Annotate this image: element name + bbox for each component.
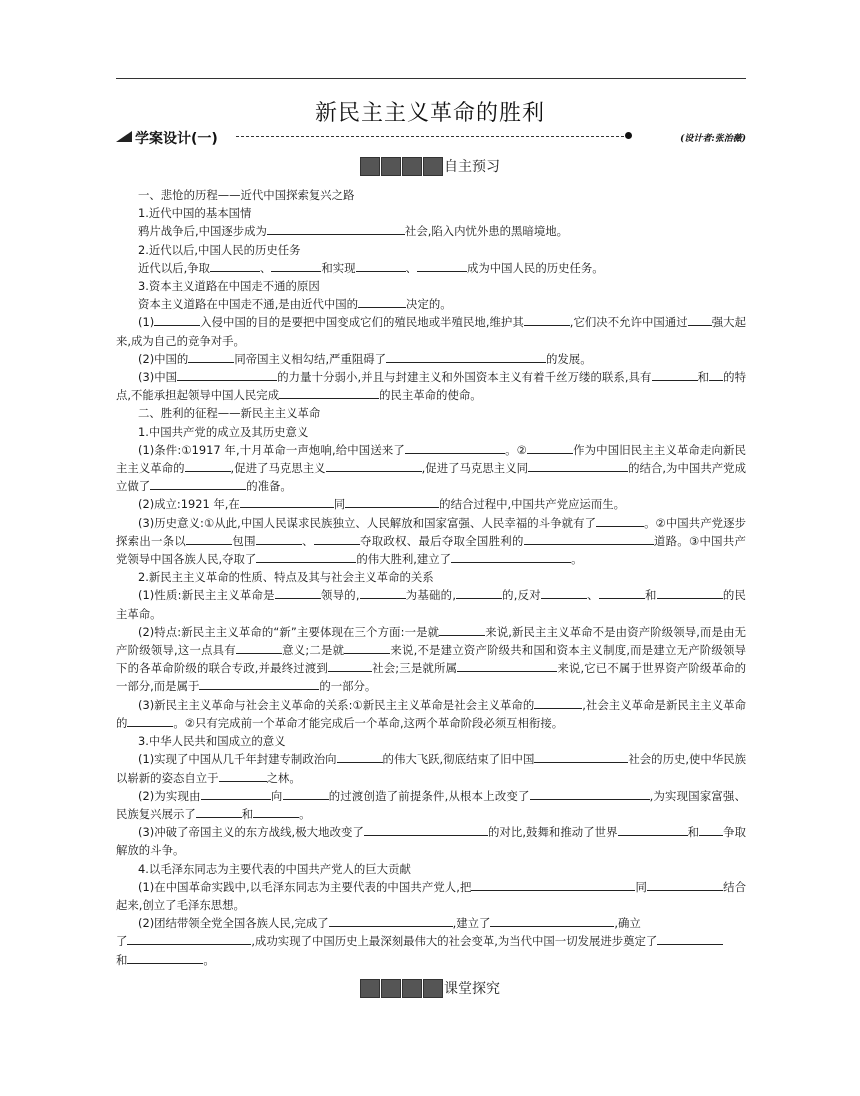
triangle-icon (116, 131, 132, 142)
subheading: 2.新民主主义革命的性质、特点及其与社会主义革命的关系 (138, 570, 434, 585)
paragraph: (1)在中国革命实践中,以毛泽东同志为主要代表的中国共产党人,把 同 结合起来,创立了毛泽东思想。 (116, 879, 746, 912)
blank-line[interactable] (201, 787, 271, 800)
blank-line[interactable] (386, 350, 546, 363)
blank-line[interactable] (185, 459, 231, 472)
paragraph: (2)为实现由 向 的过渡创造了前提条件,从根本上改变了 ,为实现国家富强、民族复兴展示了 和 。 (116, 788, 746, 821)
page-title: 新民主主义革命的胜利 (314, 101, 545, 126)
blank-line[interactable] (699, 823, 723, 836)
blank-line[interactable] (267, 222, 405, 235)
blank-line[interactable] (188, 350, 234, 363)
blank-line[interactable] (528, 459, 628, 472)
blank-line[interactable] (210, 259, 260, 272)
designer-credit: (设计者:张治薇) (680, 134, 746, 144)
blank-line[interactable] (236, 641, 282, 654)
dotted-line (236, 136, 624, 137)
blank-line[interactable] (329, 914, 453, 927)
blank-line[interactable] (530, 787, 650, 800)
blank-line[interactable] (314, 532, 360, 545)
blank-line[interactable] (524, 313, 570, 326)
blank-line[interactable] (256, 532, 302, 545)
blank-line[interactable] (471, 878, 635, 891)
blank-line[interactable] (534, 696, 582, 709)
subheading: 4.以毛泽东同志为主要代表的中国共产党人的巨大贡献 (138, 861, 411, 876)
blank-line[interactable] (127, 932, 251, 945)
blank-line[interactable] (596, 514, 644, 527)
section-label: 自主预习 (444, 158, 500, 175)
blank-line[interactable] (657, 586, 723, 599)
blank-line[interactable] (271, 259, 321, 272)
blank-line[interactable] (240, 495, 334, 508)
blank-line[interactable] (154, 313, 200, 326)
worksheet-body (116, 186, 746, 969)
blank-line[interactable] (196, 805, 242, 818)
blank-line[interactable] (356, 259, 406, 272)
blank-line[interactable] (541, 586, 587, 599)
heading-1: 一、悲怆的历程——近代中国探索复兴之路 (138, 188, 355, 202)
blank-line[interactable] (186, 532, 232, 545)
section-heading-preview (0, 155, 860, 175)
blank-line[interactable] (688, 313, 712, 326)
blank-line[interactable] (177, 368, 277, 381)
blank-line[interactable] (417, 259, 467, 272)
blank-line[interactable] (360, 586, 406, 599)
paragraph: 资本主义道路在中国走不通,是由近代中国的 决定的。 (138, 297, 452, 312)
paragraph: (3)历史意义:①从此,中国人民谋求民族独立、人民解放和国家富强、人民幸福的斗争就有了 。②中国共产党逐步探索出一条以 包围 、 夺取政权、最后夺取全国胜利的 道路。③中国共产党领导中国各族人民,夺取了 的伟大胜利,建立了 。 (116, 515, 746, 567)
blank-line[interactable] (647, 878, 723, 891)
blank-line[interactable] (490, 914, 614, 927)
blank-line[interactable] (150, 477, 246, 490)
paragraph: (1)性质:新民主主义革命是 领导的, 为基础的, 的,反对 、 和 的民主革命。 (116, 588, 746, 621)
blank-line[interactable] (199, 677, 319, 690)
section-label: 课堂探究 (444, 980, 500, 997)
blank-line[interactable] (127, 714, 173, 727)
subheading: 1.中国共产党的成立及其历史意义 (138, 424, 309, 439)
paragraph: (3)冲破了帝国主义的东方战线,极大地改变了 的对比,鼓舞和推动了世界 和 争取解放的斗争。 (116, 825, 746, 858)
blank-line[interactable] (405, 441, 505, 454)
blank-line[interactable] (326, 459, 422, 472)
block-icon (360, 978, 444, 998)
paragraph: (3)中国 的力量十分弱小,并且与封建主义和外国资本主义有着千丝万缕的联系,具有 和 的特点,不能承担起领导中国人民完成 的民主革命的使命。 (116, 370, 746, 403)
blank-line[interactable] (127, 951, 203, 964)
blank-line[interactable] (256, 550, 356, 563)
section-heading-explore (0, 977, 860, 997)
paragraph: 鸦片战争后,中国逐步成为 社会,陷入内忧外患的黑暗境地。 (138, 224, 569, 239)
blank-line[interactable] (527, 441, 573, 454)
blank-line[interactable] (652, 368, 698, 381)
blank-line[interactable] (344, 641, 390, 654)
paragraph: (2)团结带领全党全国各族人民,完成了 ,建立了 ,确立 了 ,成功实现了中国历史上最深刻最伟大的社会变革,为当代中国一切发展进步奠定了 和 。 (116, 914, 746, 969)
paragraph: (2)成立:1921 年,在 同 的结合过程中,中国共产党应运而生。 (138, 497, 626, 512)
blank-line[interactable] (439, 623, 485, 636)
blank-line[interactable] (451, 550, 571, 563)
block-icon (360, 156, 444, 176)
design-bar (116, 128, 746, 146)
subheading: 2.近代以后,中国人民的历史任务 (138, 242, 301, 257)
blank-line[interactable] (456, 586, 502, 599)
blank-line[interactable] (524, 532, 654, 545)
top-rule (116, 78, 746, 79)
paragraph: 近代以后,争取 、 和实现 、 成为中国人民的历史任务。 (138, 260, 604, 275)
design-tag: 学案设计(一) (135, 131, 218, 147)
subheading: 3.资本主义道路在中国走不通的原因 (138, 279, 320, 294)
subheading: 3.中华人民共和国成立的意义 (138, 734, 286, 749)
blank-line[interactable] (337, 750, 383, 763)
blank-line[interactable] (364, 823, 488, 836)
dot-icon (625, 132, 632, 139)
blank-line[interactable] (253, 805, 299, 818)
blank-line[interactable] (599, 586, 645, 599)
blank-line[interactable] (279, 386, 379, 399)
blank-line[interactable] (457, 659, 557, 672)
blank-line[interactable] (345, 495, 439, 508)
paragraph: (1) 入侵中国的目的是要把中国变成它们的殖民地或半殖民地,维护其 ,它们决不允许中国通过 强大起来,成为自己的竞争对手。 (116, 315, 746, 348)
subheading: 1.近代中国的基本国情 (138, 206, 252, 221)
heading-2: 二、胜利的征程——新民主主义革命 (138, 406, 321, 421)
blank-line[interactable] (657, 932, 723, 945)
paragraph: (1)实现了中国从几千年封建专制政治向 的伟大飞跃,彻底结束了旧中国 社会的历史,使中华民族以崭新的姿态自立于 之林。 (116, 752, 746, 785)
blank-line[interactable] (283, 787, 329, 800)
paragraph: (3)新民主主义革命与社会主义革命的关系:①新民主主义革命是社会主义革命的 ,社会主义革命是新民主主义革命的 。②只有完成前一个革命才能完成后一个革命,这两个革命阶段必须互相衔接。 (116, 697, 746, 730)
blank-line[interactable] (709, 368, 723, 381)
blank-line[interactable] (219, 769, 267, 782)
paragraph: (1)条件:①1917 年,十月革命一声炮响,给中国送来了 。② 作为中国旧民主主义革命走向新民主主义革命的 ,促进了马克思主义 ,促进了马克思主义同 的结合,为中国共产党成立做了 的准备。 (116, 442, 746, 494)
blank-line[interactable] (275, 586, 321, 599)
paragraph: (2)中国的 同帝国主义相勾结,严重阻碍了 的发展。 (138, 351, 592, 366)
blank-line[interactable] (358, 295, 406, 308)
paragraph: (2)特点:新民主主义革命的“新”主要体现在三个方面:一是就 来说,新民主主义革命不是由资产阶级领导,而是由无产阶级领导,这一点具有 意义;二是就 来说,不是建立资产阶级共和国和资本主义制度,而是建立无产阶级领导下的各革命阶级的联合专政,并最终过渡到 社会;三是就所属 来说,它已不属于世界资产阶级革命的一部分,而是属于 的一部分。 (116, 624, 747, 694)
blank-line[interactable] (618, 823, 688, 836)
blank-line[interactable] (534, 750, 628, 763)
blank-line[interactable] (328, 659, 372, 672)
